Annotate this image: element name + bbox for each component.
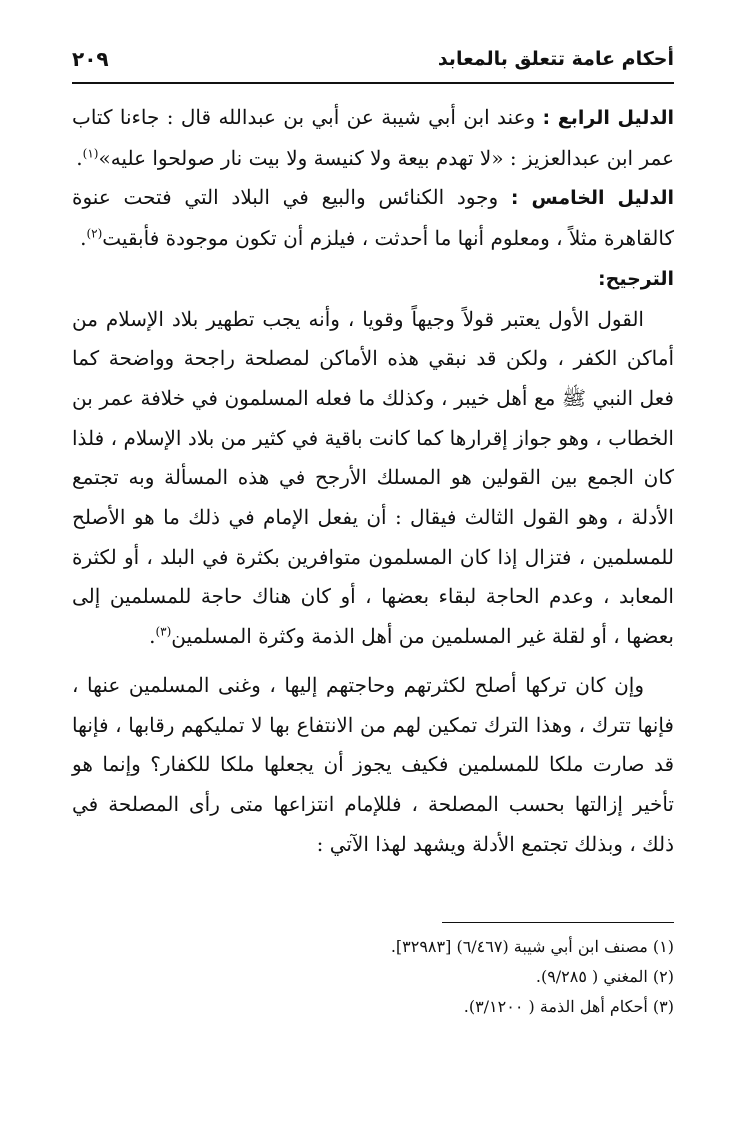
page-number: ٢٠٩ <box>72 47 109 71</box>
tarjih-heading-text: الترجيح: <box>598 267 674 290</box>
footnote-ref-3[interactable]: (٣) <box>155 624 172 639</box>
evidence-five-text: وجود الكنائس والبيع في البلاد التي فتحت عنوة كالقاهرة مثلاً ، ومعلوم أنها ما أحدثت ، فيلزم أن تكون موجودة فأبقيت <box>72 185 674 251</box>
evidence-four-end: . <box>76 145 83 170</box>
footnote-item: (٢) المغني ( ٩/٢٨٥). <box>535 967 674 986</box>
footnote-item: (١) مصنف ابن أبي شيبة (٦/٤٦٧) [٣٢٩٨٣]. <box>390 937 674 956</box>
header-divider <box>72 82 674 84</box>
evidence-four-paragraph <box>72 98 674 178</box>
running-header <box>72 38 674 80</box>
final-paragraph: وإن كان تركها أصلح لكثرتهم وحاجتهم إليها ، وغنى المسلمين عنها ، فإنها تترك ، وهذا الترك تمكين لهم من الانتفاع بها لا تمليكهم رقابها ، فإنها قد صارت ملكا للمسلمين فكيف يجوز أن يجعلها ملكا للكفار؟ وإنما هو تأخير إزالتها بحسب المصلحة ، فللإمام انتزاعها متى رأى المصلحة في ذلك ، وبذلك تجتمع الأدلة ويشهد لهذا الآتي : <box>72 672 674 856</box>
footnotes <box>72 932 674 1022</box>
tarjih-text: القول الأول يعتبر قولاً وجيهاً وقويا ، وأنه يجب تطهير بلاد الإسلام من أماكن الكفر ، ولكن قد نبقي هذه الأماكن لمصلحة راجحة وواضحة كما فعل النبي ﷺ مع أهل خيبر ، وكذلك ما فعله المسلمون في خلافة عمر بن الخطاب ، وهو جواز إقرارها كما كانت باقية في كثير من بلاد الإسلام ، فلذا كان الجمع بين القولين هو المسلك الأرجح في هذه المسألة وبه تجتمع الأدلة ، وهو القول الثالث فيقال : أن يفعل الإمام في ذلك ما هو الأصلح للمسلمين ، فتزال إذا كان المسلمون متوافرين بكثرة في البلد ، أو لكثرة المعابد ، وعدم الحاجة لبقاء بعضها ، أو كان هناك حاجة للمسلمين إلى بعضها ، أو لقلة غير المسلمين من أهل الذمة وكثرة المسلمين <box>72 306 674 649</box>
footnote-item: (٣) أحكام أهل الذمة ( ٣/١٢٠٠). <box>463 997 674 1016</box>
evidence-five-paragraph <box>72 178 674 258</box>
evidence-four-label: الدليل الرابع : <box>542 107 674 129</box>
evidence-five-end: . <box>80 226 87 251</box>
evidence-four-text: وعند ابن أبي شيبة عن أبي بن عبدالله قال : جاءنا كتاب عمر ابن عبدالعزيز : «لا تهدم بيعة ولا كنيسة ولا بيت نار صولحوا عليه» <box>72 105 674 170</box>
tarjih-end: . <box>149 624 156 649</box>
footnote-divider <box>442 922 674 923</box>
evidence-five-label: الدليل الخامس : <box>510 187 674 210</box>
footnote-ref-1[interactable]: (١) <box>82 146 99 161</box>
running-title: أحكام عامة تتعلق بالمعابد <box>437 48 674 70</box>
tarjih-heading <box>72 259 674 300</box>
main-text <box>72 98 674 864</box>
tarjih-paragraph <box>72 300 674 657</box>
footnote-ref-2[interactable]: (٢) <box>86 226 103 241</box>
